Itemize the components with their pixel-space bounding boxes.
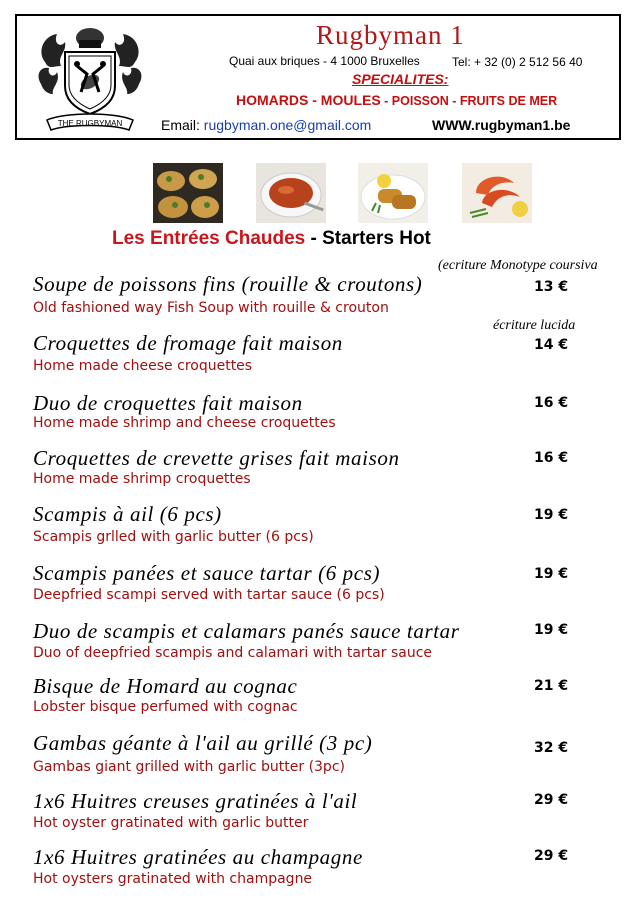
dish-price: 29 € — [534, 792, 569, 808]
dish-price: 13 € — [534, 279, 569, 295]
specialty-homards: HOMARDS — [236, 92, 309, 108]
restaurant-name: Rugbyman 1 — [316, 20, 465, 50]
font-note: écriture lucida — [493, 318, 576, 333]
dish-description: Home made shrimp croquettes — [33, 471, 251, 487]
dish-description: Lobster bisque perfumed with cognac — [33, 699, 298, 715]
section-title-en: - Starters Hot — [310, 228, 431, 249]
dish-name: Croquettes de crevette grises fait maison — [33, 446, 400, 470]
telephone: Tel: + 32 (0) 2 512 56 40 — [452, 55, 583, 69]
dish-name: Scampis à ail (6 pcs) — [33, 502, 222, 526]
specialty-fruits-de-mer: FRUITS DE MER — [459, 94, 558, 108]
dish-name: Duo de croquettes fait maison — [33, 391, 303, 415]
specialty-moules: MOULES — [320, 92, 381, 108]
logo-banner-text: THE RUGBYMAN — [57, 119, 123, 128]
dish-description: Hot oyster gratinated with garlic butter — [33, 815, 309, 831]
dish-description: Gambas giant grilled with garlic butter (3pc) — [33, 759, 345, 775]
email-line — [161, 117, 371, 133]
font-note: (ecriture Monotype coursiva — [438, 258, 598, 273]
section-title-fr: Les Entrées Chaudes — [112, 228, 306, 249]
dish-price: 16 € — [534, 450, 569, 466]
dish-description: Home made cheese croquettes — [33, 358, 253, 374]
gambas-photo — [462, 163, 532, 223]
separator: - — [380, 94, 392, 108]
website-link[interactable]: WWW.rugbyman1.be — [432, 117, 571, 133]
specialites-label: SPECIALITES: — [352, 71, 449, 87]
separator: - — [448, 94, 460, 108]
dish-description: Old fashioned way Fish Soup with rouille & crouton — [33, 300, 389, 316]
dish-name: Duo de scampis et calamars panés sauce tartar — [33, 619, 460, 643]
dish-description: Duo of deepfried scampis and calamari with tartar sauce — [33, 645, 433, 661]
dish-description: Home made shrimp and cheese croquettes — [33, 415, 336, 431]
dish-name: Scampis panées et sauce tartar (6 pcs) — [33, 561, 381, 585]
dish-name: Gambas géante à l'ail au grillé (3 pc) — [33, 731, 373, 755]
section-title — [112, 228, 431, 250]
rugbyman-crest-logo — [35, 22, 145, 134]
gratinated-oysters-photo — [153, 163, 223, 223]
dish-name: Bisque de Homard au cognac — [33, 674, 298, 698]
dish-price: 14 € — [534, 337, 569, 353]
dish-price: 19 € — [534, 566, 569, 582]
dish-price: 16 € — [534, 395, 569, 411]
dish-description: Scampis grlled with garlic butter (6 pcs) — [33, 529, 314, 545]
address: Quai aux briques - 4 1000 Bruxelles — [229, 54, 420, 68]
dish-price: 21 € — [534, 678, 569, 694]
croquettes-photo — [358, 163, 428, 223]
separator: - — [308, 92, 321, 108]
email-link[interactable]: rugbyman.one@gmail.com — [203, 117, 372, 133]
dish-name: Croquettes de fromage fait maison — [33, 331, 343, 355]
dish-price: 32 € — [534, 740, 569, 756]
dish-price: 19 € — [534, 622, 569, 638]
dish-name: Soupe de poissons fins (rouille & croutons) — [33, 272, 423, 296]
dish-price: 19 € — [534, 507, 569, 523]
specialty-poisson: POISSON — [391, 94, 449, 108]
dish-name: 1x6 Huitres gratinées au champagne — [33, 845, 363, 869]
dish-description: Deepfried scampi served with tartar sauce (6 pcs) — [33, 587, 385, 603]
dish-name: 1x6 Huitres creuses gratinées à l'ail — [33, 789, 358, 813]
email-label: Email: — [161, 117, 200, 133]
dish-description: Hot oysters gratinated with champagne — [33, 871, 313, 887]
fish-soup-photo — [256, 163, 326, 223]
specialties-list — [236, 92, 557, 110]
dish-price: 29 € — [534, 848, 569, 864]
